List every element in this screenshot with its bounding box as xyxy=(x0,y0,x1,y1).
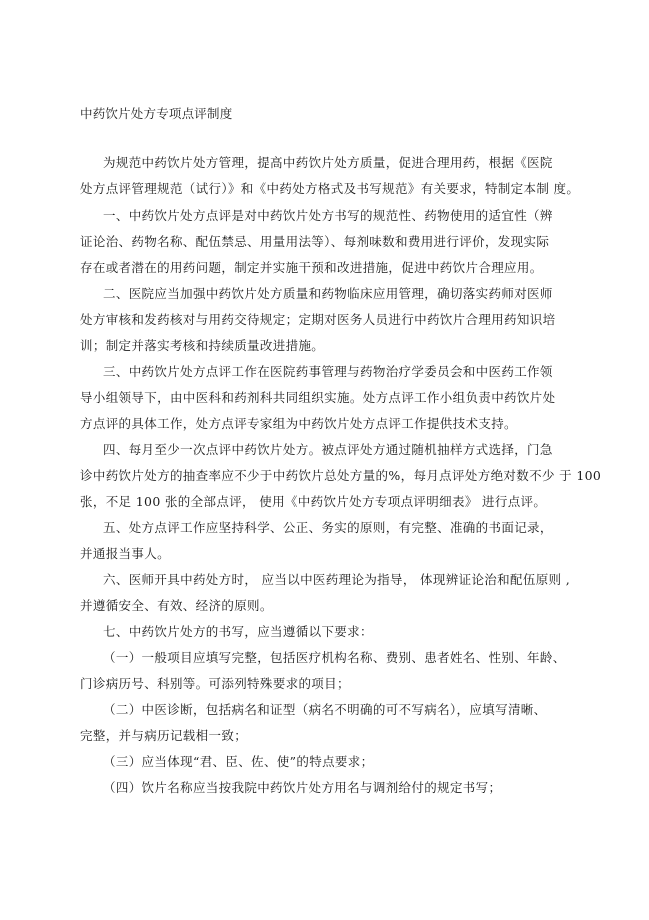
text-line: 一、中药饮片处方点评是对中药饮片处方书写的规范性、药物使用的适宜性（辨 xyxy=(103,208,553,223)
text-line: （二）中医诊断，包括病名和证型（病名不明确的可不写病名），应填写清晰、 xyxy=(103,702,547,717)
text-line: 门诊病历号、科别等。可添列特殊要求的项目； xyxy=(80,676,350,691)
text-line: 诊中药饮片处方的抽查率应不少于中药饮片总处方量的%，每月点评处方绝对数不少 于 100 xyxy=(80,468,602,483)
text-line: 并遵循安全、有效、经济的原则。 xyxy=(80,598,273,613)
text-line: 处方审核和发药核对与用药交待规定；定期对医务人员进行中药饮片合理用药知识培 xyxy=(80,312,556,327)
text-line: （一）一般项目应填写完整，包括医疗机构名称、费别、患者姓名、性别、年龄、 xyxy=(103,650,566,665)
text-line: 三、中药饮片处方点评工作在医院药事管理与药物治疗学委员会和中医药工作领 xyxy=(103,364,553,379)
document-title: 中药饮片处方专项点评制度 xyxy=(80,106,233,121)
text-line: （三）应当体现“君、臣、佐、使”的特点要求； xyxy=(103,754,374,769)
text-line: （四）饮片名称应当按我院中药饮片处方用名与调剂给付的规定书写； xyxy=(103,780,502,795)
text-line: 导小组领导下，由中医科和药剂科共同组织实施。处方点评工作小组负责中药饮片处 xyxy=(80,390,556,405)
text-line: 方点评的具体工作，处方点评专家组为中药饮片处方点评工作提供技术支持。 xyxy=(80,416,517,431)
text-line: 为规范中药饮片处方管理，提高中药饮片处方质量，促进合理用药，根据《医院 xyxy=(103,155,553,170)
text-line: 二、医院应当加强中药饮片处方质量和药物临床应用管理，确切落实药师对医师 xyxy=(103,286,553,301)
text-line: 处方点评管理规范（试行）》和《中药处方格式及书写规范》有关要求，特制定本制 度。 xyxy=(80,181,580,196)
text-line: 完整，并与病历记载相一致； xyxy=(80,728,248,743)
text-line: 张，不足 100 张的全部点评， 使用《中药饮片处方专项点评明细表》 进行点评。 xyxy=(80,494,547,509)
text-line: 七、中药饮片处方的书写，应当遵循以下要求： xyxy=(103,624,373,639)
text-line: 证论治、药物名称、配伍禁忌、用量用法等）、每剂味数和费用进行评价，发现实际 xyxy=(80,234,550,249)
text-line: 存在或者潜在的用药问题，制定并实施干预和改进措施，促进中药饮片合理应用。 xyxy=(80,260,543,275)
text-line: 训；制定并落实考核和持续质量改进措施。 xyxy=(80,338,325,353)
text-line: 四、每月至少一次点评中药饮片处方。被点评处方通过随机抽样方式选择，门急 xyxy=(103,442,553,457)
text-line: 五、处方点评工作应坚持科学、公正、务实的原则，有完整、准确的书面记录， xyxy=(103,520,553,535)
text-line: 六、医师开具中药处方时， 应当以中医药理论为指导， 体现辨证论治和配伍原则 , xyxy=(103,572,571,587)
text-line: 并通报当事人。 xyxy=(80,546,170,561)
